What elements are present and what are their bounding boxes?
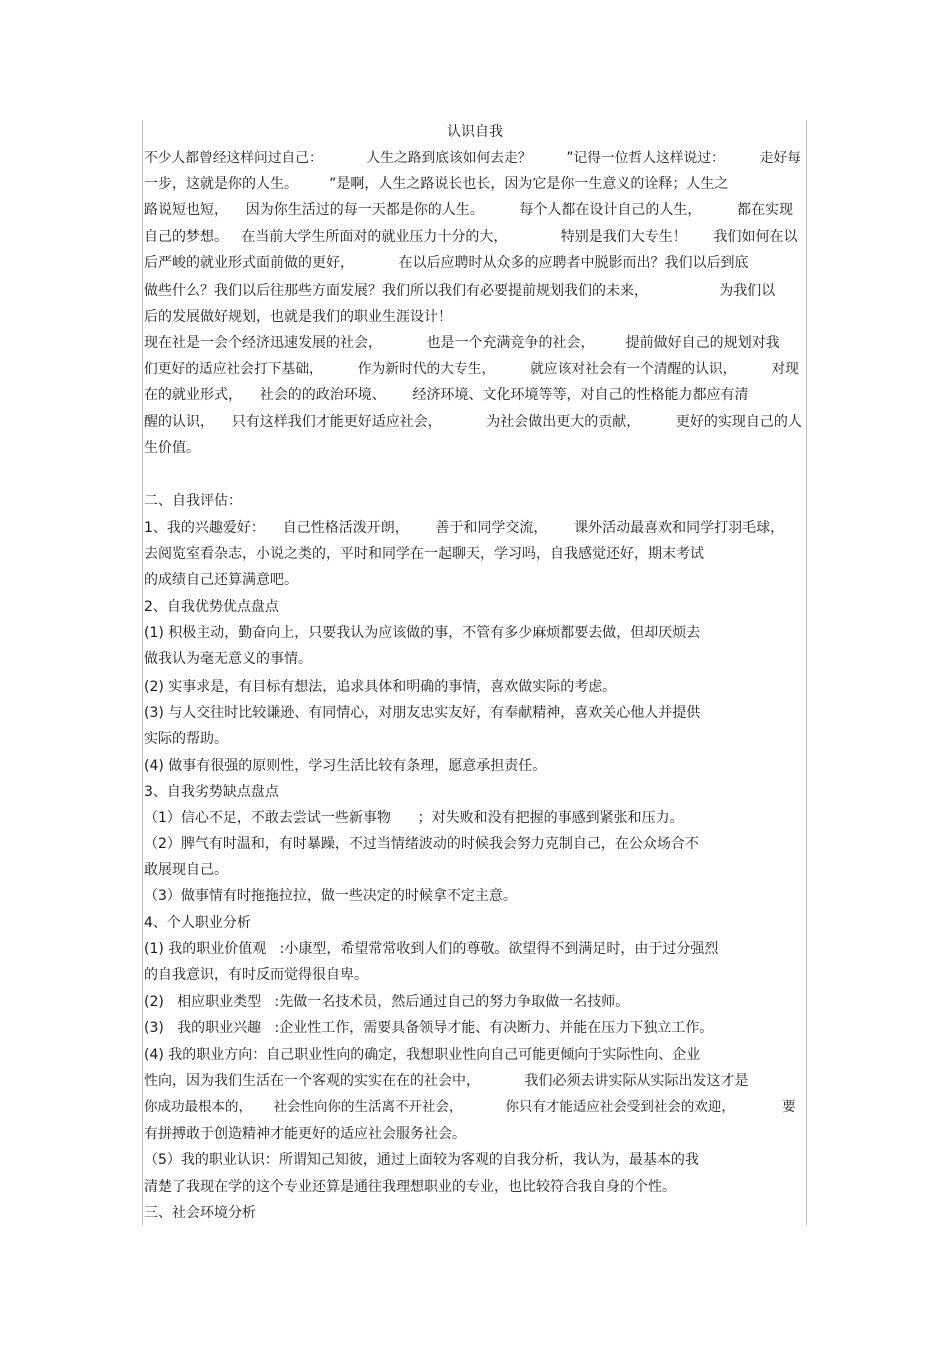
text-line: (2) 实事求是，有目标有想法，追求具体和明确的事情，喜欢做实际的考虑。 [144, 679, 617, 695]
left-margin-rule [142, 120, 143, 1225]
text-line: 现在社是一会个经济迅速发展的社会， 也是一个充满竞争的社会， 提前做好自己的规划对我 [144, 335, 780, 351]
text-line: 你成功最根本的， 社会性向你的生活离不开社会， 你只有才能适应社会受到社会的欢迎， 要 [144, 1099, 796, 1115]
text-line: 后严峻的就业形式面前做的更好， 在以后应聘时从众多的应聘者中脱影而出？我们以后到底 [144, 255, 749, 271]
text-line: （1）信心不足，不敢去尝试一些新事物 ；对失败和没有把握的事感到紧张和压力。 [144, 810, 684, 826]
text-line: 一步，这就是你的人生。 ”是啊，人生之路说长也长，因为它是你一生意义的诠释；人生之 [144, 176, 729, 192]
text-line: (1) 积极主动，勤奋向上，只要我认为应该做的事，不管有多少麻烦都要去做，但却厌烦去 [144, 625, 701, 641]
text-line: 做些什么？我们以后往那些方面发展？我们所以我们有必要提前规划我们的未来， 为我们以 [144, 283, 776, 299]
section-heading: 三、社会环境分析 [144, 1205, 256, 1221]
text-line: (3) 与人交往时比较谦逊、有同情心，对朋友忠实友好，有奉献精神，喜欢关心他人并提供 [144, 705, 701, 721]
right-margin-rule [806, 120, 807, 1225]
subsection-heading: 4、个人职业分析 [144, 915, 251, 931]
text-line: 实际的帮助。 [144, 731, 228, 747]
text-line: 清楚了我现在学的这个专业还算是通往我理想职业的专业，也比较符合我自身的个性。 [144, 1179, 676, 1195]
text-line: 自己的梦想。 在当前大学生所面对的就业压力十分的大， 特别是我们大专生！ 我们如何在以 [144, 229, 798, 245]
text-line: (4) 做事有很强的原则性，学习生活比较有条理，愿意承担责任。 [144, 758, 547, 774]
text-line: 醒的认识， 只有这样我们才能更好适应社会， 为社会做出更大的贡献， 更好的实现自己的人 [144, 414, 802, 430]
subsection-heading: 2、自我优势优点盘点 [144, 599, 279, 615]
text-line: 不少人都曾经这样问过自己： 人生之路到底该如何去走？ ”记得一位哲人这样说过： 走好每 [144, 150, 802, 166]
text-line: (2) 相应职业类型 :先做一名技术员，然后通过自己的努力争取做一名技师。 [144, 994, 630, 1010]
text-line: 性向，因为我们生活在一个客观的实实在在的社会中， 我们必须去讲实际从实际出发这才是 [144, 1073, 749, 1089]
text-line: 有拼搏敢于创造精神才能更好的适应社会服务社会。 [144, 1126, 466, 1142]
text-line: （5）我的职业认识：所谓知己知彼，通过上面较为客观的自我分析，我认为，最基本的我 [144, 1152, 699, 1168]
text-line: (1) 我的职业价值观 :小康型，希望常常收到人们的尊敬。欲望得不到满足时，由于过分强烈 [144, 941, 719, 957]
text-line: 生价值。 [144, 440, 200, 456]
subsection-heading: 3、自我劣势缺点盘点 [144, 784, 279, 800]
text-line: 的成绩自己还算满意吧。 [144, 572, 298, 588]
document-title: 认识自我 [447, 124, 503, 140]
text-line: 敢展现自己。 [144, 862, 228, 878]
text-line: 路说短也短， 因为你生活过的每一天都是你的人生。 每个人都在设计自己的人生， 都在实现 [144, 202, 794, 218]
text-line: (3) 我的职业兴趣 :企业性工作，需要具备领导才能、有决断力、并能在压力下独立工作。 [144, 1020, 714, 1036]
text-line: 去阅览室看杂志，小说之类的，平时和同学在一起聊天，学习吗，自我感觉还好，期末考试 [144, 546, 704, 562]
text-line: 在的就业形式， 社会的的政治环境、 经济环境、文化环境等等，对自己的性格能力都应有清 [144, 387, 749, 403]
text-line: (4) 我的职业方向：自己职业性向的确定，我想职业性向自己可能更倾向于实际性向、企业 [144, 1047, 701, 1063]
text-line: 做我认为毫无意义的事情。 [144, 651, 312, 667]
text-line: 的自我意识，有时反而觉得很自卑。 [144, 967, 368, 983]
section-heading: 二、自我评估： [144, 493, 242, 509]
text-line: 后的发展做好规划，也就是我们的职业生涯设计！ [144, 309, 452, 325]
text-line: （3）做事情有时拖拖拉拉，做一些决定的时候拿不定主意。 [144, 888, 517, 904]
text-line: 1、我的兴趣爱好： 自己性格活泼开朗， 善于和同学交流， 课外活动最喜欢和同学打羽毛球， [144, 520, 785, 536]
text-line: 们更好的适应社会打下基础， 作为新时代的大专生， 就应该对社会有一个清醒的认识， 对现 [144, 361, 799, 377]
text-line: （2）脾气有时温和，有时暴躁，不过当情绪波动的时候我会努力克制自己，在公众场合不 [144, 836, 699, 852]
